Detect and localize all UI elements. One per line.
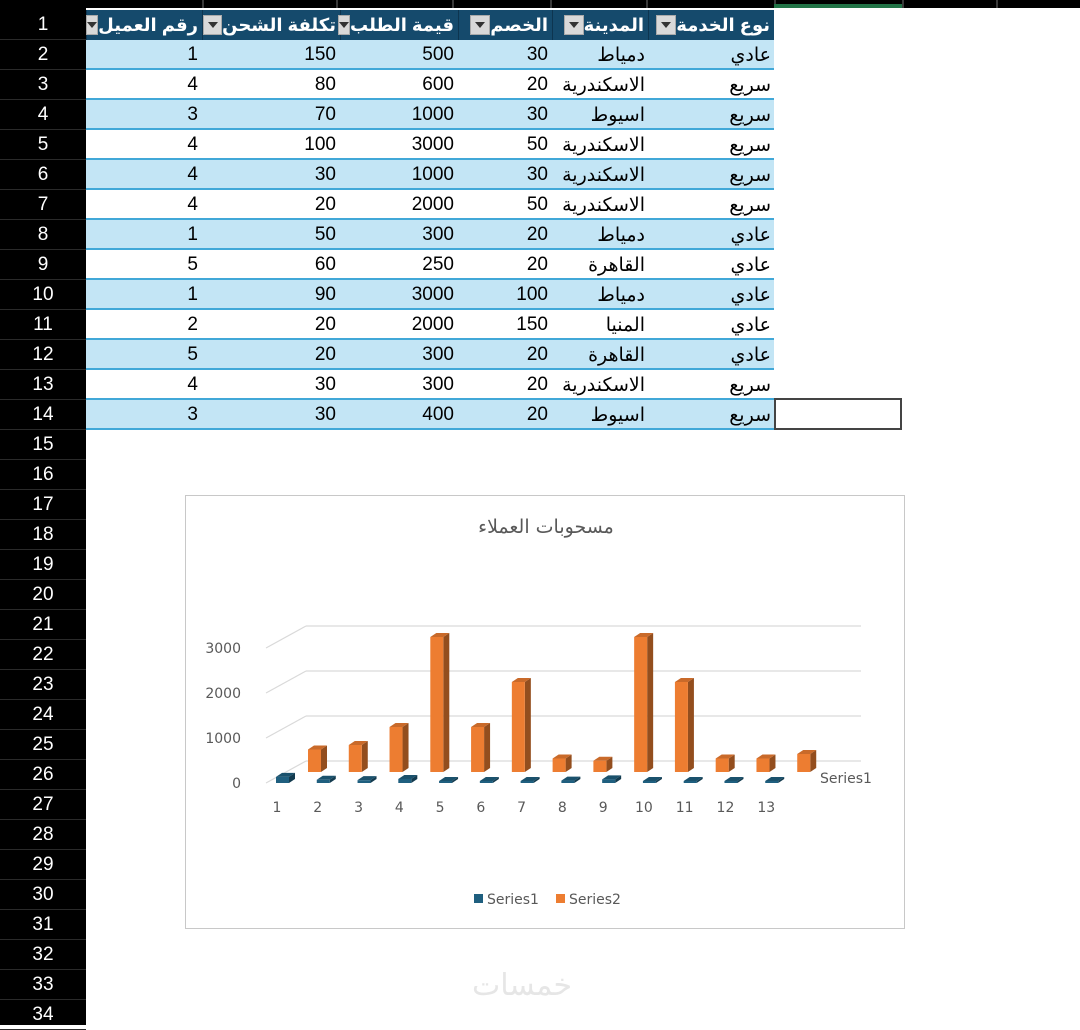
bar-series2 [756,759,769,773]
table-cell[interactable]: سريع [729,374,771,396]
row-header[interactable]: 29 [0,850,86,880]
table-cell[interactable]: 400 [422,404,454,425]
x-tick-label: 13 [757,800,776,816]
table-row [86,310,774,340]
table-row [86,190,774,220]
table-cell[interactable]: الاسكندرية [562,164,645,186]
table-cell[interactable]: 300 [422,374,454,395]
x-tick-label: 10 [635,800,653,816]
legend-entry: Series2 [569,892,621,908]
bar-series2 [390,727,403,772]
x-tick-label: 12 [716,800,735,816]
table-cell[interactable]: 2 [187,314,198,335]
table-cell[interactable]: 20 [526,74,548,95]
depth-axis-label: Series1 [820,771,872,787]
filter-dropdown-icon[interactable] [338,15,350,35]
bar-series1 [561,781,574,783]
row-header[interactable]: 24 [0,700,86,730]
table-cell[interactable]: المنيا [605,314,645,336]
table-header-row [86,10,774,40]
bar-series1 [276,777,289,783]
table-cell[interactable]: اسيوط [590,404,645,426]
bar-series2 [797,754,810,772]
table-cell[interactable]: 3000 [411,284,454,305]
table-cell[interactable]: 60 [314,254,336,275]
bar-series1 [765,781,778,783]
row-header[interactable]: 15 [0,430,86,460]
x-tick-label: 3 [354,800,363,816]
column-separator [646,0,648,8]
legend-swatch [474,894,483,903]
bar-series1 [602,779,615,783]
table-cell[interactable]: 4 [187,74,198,95]
row-header[interactable]: 34 [0,1000,86,1030]
table-row [86,40,774,70]
table-row [86,160,774,190]
table-cell[interactable]: اسيوط [590,104,645,126]
table-cell[interactable]: سريع [729,164,771,186]
row-header[interactable]: 21 [0,610,86,640]
header-shipping-cost[interactable] [202,10,340,40]
table-cell[interactable]: 90 [314,284,336,305]
table-cell[interactable]: 30 [526,44,548,65]
table-row [86,340,774,370]
row-header[interactable]: 19 [0,550,86,580]
row-header[interactable]: 33 [0,970,86,1000]
bar-series1 [398,779,411,783]
table-cell[interactable]: 5 [187,344,198,365]
row-header[interactable]: 23 [0,670,86,700]
table-cell[interactable]: 4 [187,164,198,185]
table-cell[interactable]: عادي [730,284,771,306]
table-cell[interactable]: 20 [314,344,336,365]
active-column-indicator [774,4,902,8]
table-cell[interactable]: 300 [422,224,454,245]
table-cell[interactable]: 20 [314,194,336,215]
table-cell[interactable]: 1 [187,224,198,245]
row-header[interactable]: 12 [0,340,86,370]
watermark-logo: خمسات [472,968,573,1003]
row-header[interactable]: 13 [0,370,86,400]
table-cell[interactable]: 150 [516,314,548,335]
header-label: المدينة [583,14,644,35]
row-header[interactable]: 14 [0,400,86,430]
table-cell[interactable]: 1 [187,44,198,65]
y-tick-label: 2000 [205,686,241,702]
column-separator [202,0,204,8]
row-header[interactable]: 2 [0,40,86,70]
gridline-side [266,626,306,648]
table-cell[interactable]: القاهرة [588,344,645,366]
bar-series2 [634,637,647,772]
row-header[interactable]: 28 [0,820,86,850]
header-label: تكلفة الشحن [222,14,336,35]
table-cell[interactable]: عادي [730,44,771,66]
row-header[interactable]: 7 [0,190,86,220]
table-row [86,220,774,250]
x-tick-label: 4 [394,800,404,816]
filter-dropdown-icon[interactable] [86,15,98,35]
bar-series2 [716,759,729,773]
table-cell[interactable]: 4 [187,194,198,215]
table-cell[interactable]: 20 [526,344,548,365]
table-cell[interactable]: 70 [314,104,336,125]
row-header[interactable]: 26 [0,760,86,790]
bar-series1 [643,781,656,783]
bar-series2 [349,745,362,772]
bar-series2-side [321,746,327,773]
table-cell[interactable]: دمياط [597,284,645,306]
legend-entry: Series1 [487,892,539,908]
table-cell[interactable]: 5 [187,254,198,275]
chart-title: مسحوبات العملاء [478,516,614,538]
table-cell[interactable]: دمياط [597,44,645,66]
table-cell[interactable]: 50 [526,134,548,155]
column-separator [550,0,552,8]
selected-cell[interactable] [774,398,902,430]
bar-series1 [480,781,493,783]
row-header[interactable]: 17 [0,490,86,520]
gridline-side [266,716,306,738]
x-tick-label: 6 [476,800,486,816]
bar-series2-side [688,678,694,772]
column-separator [452,0,454,8]
bar-series2-side [443,633,449,772]
table-cell[interactable]: 20 [314,314,336,335]
table-cell[interactable]: 1000 [411,104,454,125]
bar-series2 [512,682,525,772]
filter-dropdown-icon[interactable] [564,15,584,35]
y-tick-label: 0 [232,776,241,792]
x-tick-label: 9 [598,800,608,816]
header-label: رقم العميل [98,14,198,35]
table-cell[interactable]: سريع [729,134,771,156]
table-cell[interactable]: عادي [730,254,771,276]
bar-series2-side [403,723,409,772]
row-header[interactable]: 6 [0,160,86,190]
x-tick-label: 5 [435,800,445,816]
row-header[interactable]: 22 [0,640,86,670]
table-cell[interactable]: 30 [526,104,548,125]
row-header[interactable]: 27 [0,790,86,820]
bar-series2 [308,750,321,773]
bar-series2 [430,637,443,772]
table-cell[interactable]: 20 [526,254,548,275]
column-separator [336,0,338,8]
table-cell[interactable]: 150 [304,44,336,65]
row-header[interactable]: 18 [0,520,86,550]
table-cell[interactable]: 80 [314,74,336,95]
bar-series2 [675,682,688,772]
table-cell[interactable]: 300 [422,344,454,365]
table-cell[interactable]: الاسكندرية [562,134,645,156]
table-cell[interactable]: 600 [422,74,454,95]
table-cell[interactable]: الاسكندرية [562,374,645,396]
row-header[interactable]: 9 [0,250,86,280]
y-tick-label: 3000 [205,641,241,657]
table-cell[interactable]: الاسكندرية [562,74,645,96]
bar-series2 [593,761,606,772]
table-cell[interactable]: سريع [729,74,771,96]
table-cell[interactable]: 1 [187,284,198,305]
bar-series2-side [647,633,653,772]
row-header[interactable]: 20 [0,580,86,610]
row-header[interactable]: 8 [0,220,86,250]
x-tick-label: 11 [675,800,694,816]
row-header[interactable]: 32 [0,940,86,970]
x-tick-label: 2 [313,800,323,816]
table-row [86,130,774,160]
bar-series1 [724,781,737,783]
chart-container[interactable] [185,495,905,929]
table-cell[interactable]: 250 [422,254,454,275]
x-tick-label: 7 [517,800,527,816]
table-cell[interactable]: 30 [526,164,548,185]
table-cell[interactable]: 100 [304,134,336,155]
row-header[interactable]: 3 [0,70,86,100]
row-header[interactable]: 16 [0,460,86,490]
table-cell[interactable]: 3 [187,104,198,125]
table-row [86,280,774,310]
bar-series1 [684,781,697,783]
x-tick-label: 8 [557,800,567,816]
filter-dropdown-icon[interactable] [470,15,490,35]
row-header[interactable]: 30 [0,880,86,910]
header-city[interactable] [552,10,648,40]
header-label: قيمة الطلب [350,14,454,35]
row-header[interactable]: 5 [0,130,86,160]
column-separator [902,0,904,8]
table-cell[interactable]: 3000 [411,134,454,155]
bar-series2-side [525,678,531,772]
table-cell[interactable]: دمياط [597,224,645,246]
row-header[interactable]: 31 [0,910,86,940]
row-header[interactable]: 1 [0,10,86,40]
header-customer-id[interactable] [86,10,202,40]
table-cell[interactable]: 100 [516,284,548,305]
filter-dropdown-icon[interactable] [203,15,222,35]
filter-dropdown-icon[interactable] [656,15,676,35]
table-cell[interactable]: 20 [526,224,548,245]
header-label: نوع الخدمة [676,14,770,35]
table-row [86,400,774,430]
table-cell[interactable]: سريع [729,104,771,126]
table-cell[interactable]: عادي [730,344,771,366]
table-cell[interactable]: 50 [526,194,548,215]
column-header-strip [86,0,1080,8]
bar-series2 [553,759,566,773]
bar-series1 [317,780,330,783]
table-cell[interactable]: عادي [730,224,771,246]
table-cell[interactable]: 3 [187,404,198,425]
table-cell[interactable]: 30 [314,164,336,185]
legend-swatch [556,894,565,903]
table-cell[interactable]: 20 [526,374,548,395]
row-header[interactable]: 4 [0,100,86,130]
row-headers [0,0,86,1025]
table-cell[interactable]: 2000 [411,194,454,215]
table-cell[interactable]: 30 [314,404,336,425]
bar-series2-side [362,741,368,772]
table-cell[interactable]: 30 [314,374,336,395]
table-cell[interactable]: 4 [187,374,198,395]
table-cell[interactable]: 2000 [411,314,454,335]
table-cell[interactable]: سريع [729,194,771,216]
bar-series1 [439,781,452,783]
table-row [86,250,774,280]
chart-svg [186,496,906,930]
header-label: الخصم [490,14,548,35]
table-row [86,70,774,100]
bar-series2 [471,727,484,772]
header-order-value[interactable] [340,10,458,40]
header-service-type[interactable] [648,10,774,40]
table-cell[interactable]: عادي [730,314,771,336]
table-cell[interactable]: القاهرة [588,254,645,276]
table-cell[interactable]: 50 [314,224,336,245]
row-header[interactable]: 25 [0,730,86,760]
table-row [86,100,774,130]
table-cell[interactable]: سريع [729,404,771,426]
table-row [86,370,774,400]
table-cell[interactable]: 4 [187,134,198,155]
table-cell[interactable]: 500 [422,44,454,65]
table-cell[interactable]: 1000 [411,164,454,185]
y-tick-label: 1000 [205,731,241,747]
x-tick-label: 1 [272,800,282,816]
table-cell[interactable]: 20 [526,404,548,425]
row-header[interactable]: 10 [0,280,86,310]
table-cell[interactable]: الاسكندرية [562,194,645,216]
bar-series1 [358,780,371,783]
gridline-side [266,671,306,693]
column-separator [996,0,998,8]
bar-series2-side [484,723,490,772]
header-discount[interactable] [458,10,552,40]
row-header[interactable]: 11 [0,310,86,340]
bar-series1 [521,781,534,783]
